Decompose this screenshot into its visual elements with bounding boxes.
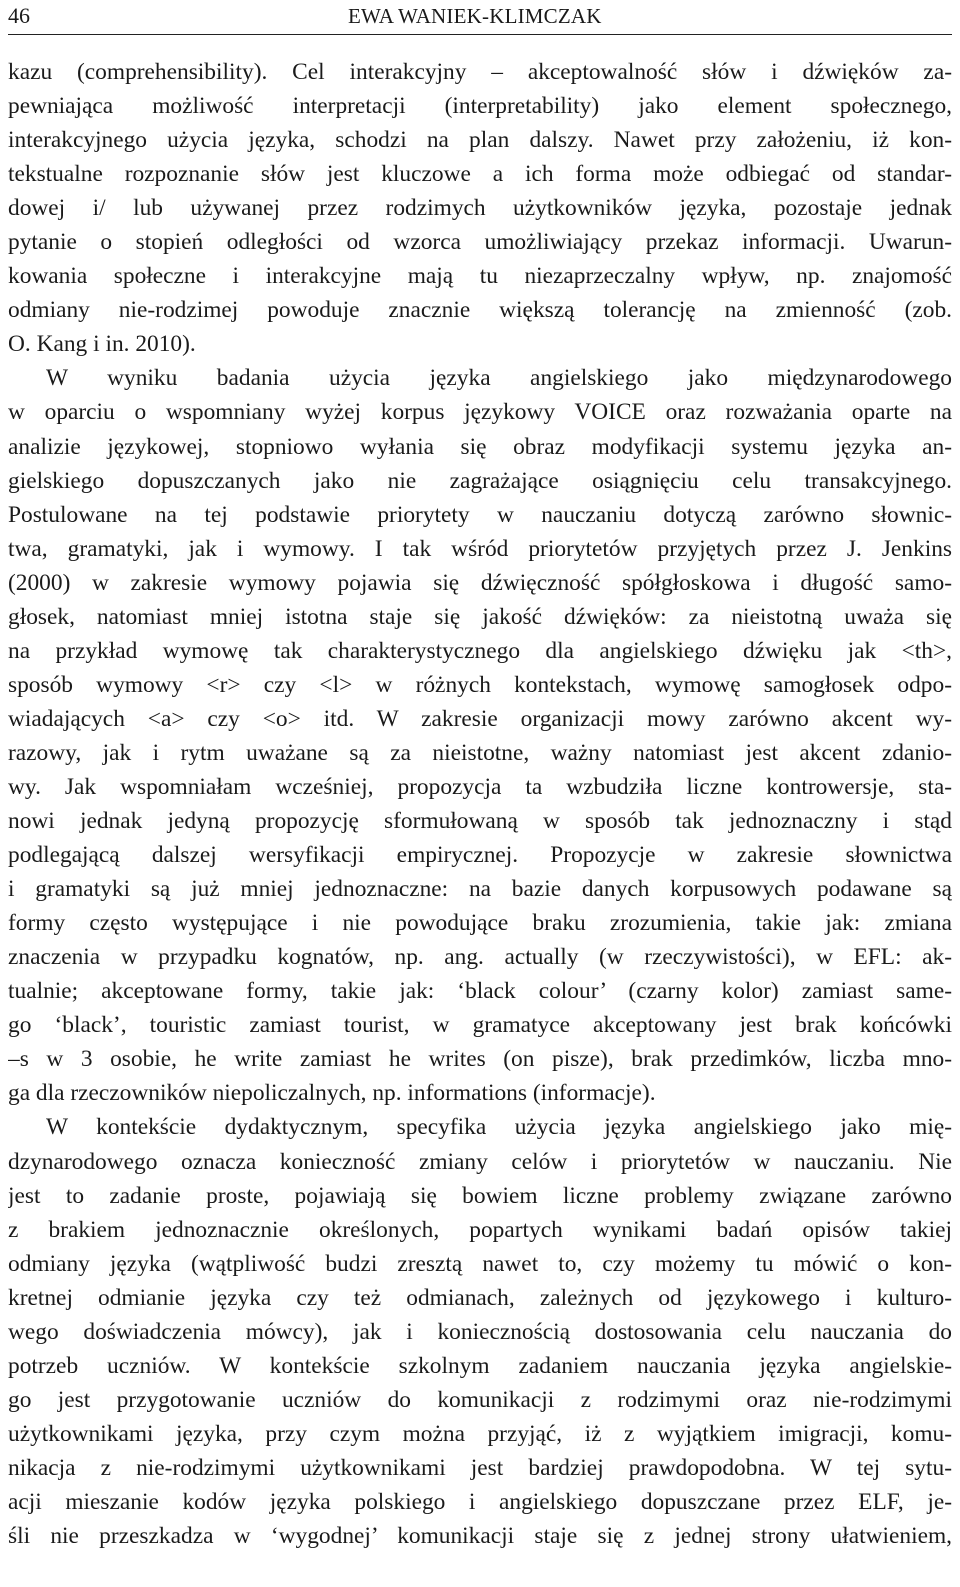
text-line: go ‘black’, touristic zamiast tourist, w gramatyce akceptowany jest brak końcówki — [8, 1012, 952, 1039]
text-line: z brakiem jednoznacznie określonych, popartych wynikami badań opisów takiej — [8, 1216, 952, 1243]
text-line: gielskiego dopuszczanych jako nie zagrażające osiągnięciu celu transakcyjnego. — [8, 467, 952, 494]
text-line: nikacja z nie-rodzimymi użytkownikami jest bardziej prawdopodobna. W tej sytu- — [8, 1454, 952, 1481]
text-line: w oparciu o wspomniany wyżej korpus językowy VOICE oraz rozważania oparte na — [8, 399, 952, 426]
text-line: kazu (comprehensibility). Cel interakcyjny – akceptowalność słów i dźwięków za- — [8, 59, 952, 85]
text-line: kretnej odmianie języka czy też odmianach, zależnych od językowego i kulturo- — [8, 1284, 952, 1311]
text-line: –s w 3 osobie, he write zamiast he writes (on pisze), brak przedimków, liczba mno- — [8, 1046, 952, 1073]
text-line: analizie językowej, stopniowo wyłania się obraz modyfikacji systemu języka an- — [8, 433, 952, 460]
text-line: formy często występujące i nie powodujące braku zrozumienia, takie jak: zmiana — [8, 910, 952, 937]
text-line: (2000) w zakresie wymowy pojawia się dźwięczność spółgłoskowa i długość samo- — [8, 569, 952, 596]
page-number: 46 — [8, 3, 30, 28]
text-line: podlegającą dalszej wersyfikacji empirycznej. Propozycje w zakresie słownictwa — [8, 842, 952, 869]
text-line — [8, 1553, 952, 1587]
text-line: Postulowane na tej podstawie priorytety w nauczaniu dotyczą zarówno słownic- — [8, 501, 952, 528]
text-line: kowania społeczne i interakcyjne mają tu niezaprzeczalny wpływ, np. znajomość — [8, 263, 952, 290]
text-line: użytkownikami języka, przy czym można przyjąć, iż z wyjątkiem imigracji, komu- — [8, 1420, 952, 1447]
text-line: potrzeb uczniów. W kontekście szkolnym zadaniem nauczania języka angielskie- — [8, 1352, 952, 1379]
text-line: tualnie; akceptowane formy, takie jak: ‘black colour’ (czarny kolor) zamiast same- — [8, 978, 952, 1005]
text-line: sposób wymowy <r> czy <l> w różnych kontekstach, wymowę samogłosek odpo- — [8, 671, 952, 698]
text-line: znaczenia w przypadku kognatów, np. ang. actually (w rzeczywistości), w EFL: ak- — [8, 944, 952, 971]
text-line: O. Kang i in. 2010). — [8, 331, 196, 358]
text-line: odmiany nie-rodzimej powoduje znacznie większą tolerancję na zmienność (zob. — [8, 297, 952, 324]
text-line: wiadających <a> czy <o> itd. W zakresie organizacji mowy zarówno akcent wy- — [8, 705, 952, 732]
text-line: go jest przygotowanie uczniów do komunikacji z rodzimymi oraz nie-rodzimymi — [8, 1386, 952, 1413]
text-line: interakcyjnego użycia języka, schodzi na plan dalszy. Nawet przy założeniu, iż kon- — [8, 127, 952, 154]
text-line: nowi jednak jedyną propozycję sformułowaną w sposób tak jednoznaczny i stąd — [8, 808, 952, 835]
text-line: razowy, jak i rytm uważane są za nieistotne, ważny natomiast jest akcent zdanio- — [8, 739, 952, 766]
text-line: twa, gramatyki, jak i wymowy. I tak wśród priorytetów przyjętych przez J. Jenkins — [8, 535, 952, 562]
text-line: wy. Jak wspomniałam wcześniej, propozycja ta wzbudziła liczne kontrowersje, sta- — [8, 773, 952, 800]
text-line: dowej i/ lub używanej przez rodzimych użytkowników języka, pozostaje jednak — [8, 195, 952, 222]
text-line: dzynarodowego oznacza konieczność zmiany celów i priorytetów w nauczaniu. Nie — [8, 1148, 952, 1175]
body-text — [8, 55, 952, 1587]
page-header — [8, 0, 952, 35]
text-line: W kontekście dydaktycznym, specyfika użycia języka angielskiego jako mię- — [46, 1114, 952, 1141]
text-line: śli nie przeszkadza w ‘wygodnej’ komunikacji staje się z jednej strony ułatwieniem, — [8, 1523, 952, 1550]
text-line: pewniająca możliwość interpretacji (interpretability) jako element społecznego, — [8, 93, 952, 120]
text-line: jest to zadanie proste, pojawiają się bowiem liczne problemy związane zarówno — [8, 1182, 952, 1209]
running-head: EWA WANIEK-KLIMCZAK — [348, 4, 602, 28]
text-line: na przykład wymowę tak charakterystycznego dla angielskiego dźwięku jak <th>, — [8, 637, 952, 664]
text-line: i gramatyki są już mniej jednoznaczne: na bazie danych korpusowych podawane są — [8, 876, 952, 903]
text-line: wego doświadczenia mówcy), jak i koniecznością dostosowania celu nauczania do — [8, 1318, 952, 1345]
text-line: acji mieszanie kodów języka polskiego i angielskiego dopuszczane przez ELF, je- — [8, 1488, 952, 1515]
text-line: ga dla rzeczowników niepoliczalnych, np. informations (informacje). — [8, 1080, 656, 1107]
text-line: tekstualne rozpoznanie słów jest kluczowe a ich forma może odbiegać od standar- — [8, 161, 952, 188]
text-line: odmiany języka (wątpliwość budzi zresztą nawet to, czy możemy tu mówić o kon- — [8, 1250, 952, 1277]
text-line: W wyniku badania użycia języka angielskiego jako międzynarodowego — [46, 365, 952, 392]
text-line: głosek, natomiast mniej istotna staje się jakość dźwięków: za nieistotną uważa się — [8, 603, 952, 630]
text-line: pytanie o stopień odległości od wzorca umożliwiający przekaz informacji. Uwarun- — [8, 229, 952, 256]
